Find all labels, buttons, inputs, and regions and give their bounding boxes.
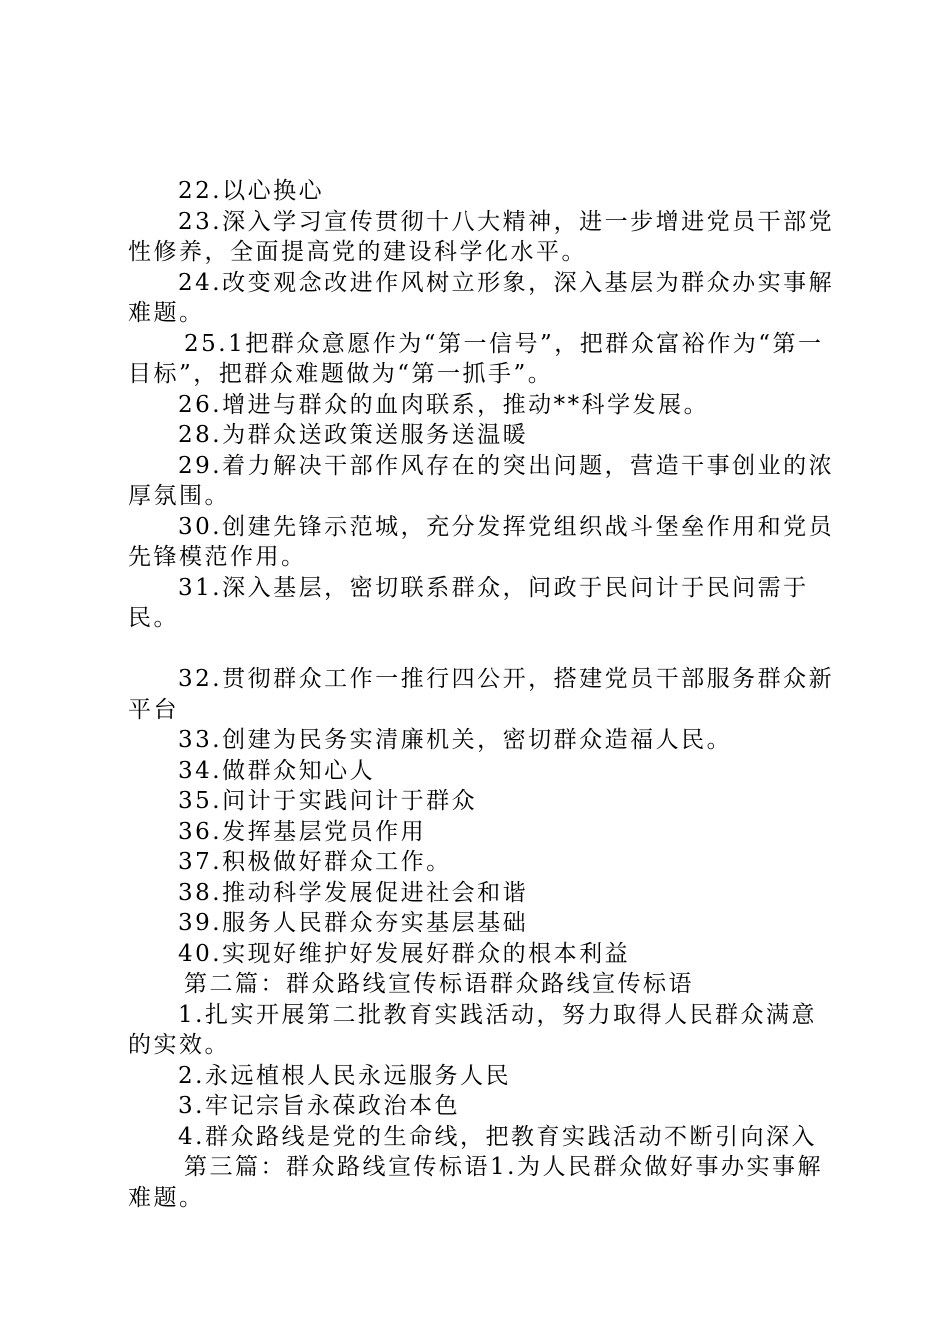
paragraph-23: 23.深入学习宣传贯彻十八大精神，进一步增进党员干部党性修养，全面提高党的建设科学化水平。 — [128, 208, 835, 265]
paragraph-29: 29.着力解决干部作风存在的突出问题，营造干事创业的浓厚氛围。 — [128, 452, 835, 509]
paragraph-32: 32.贯彻群众工作一推行四公开，搭建党员干部服务群众新平台 — [128, 666, 835, 723]
paragraph-s2-2: 2.永远植根人民永远服务人民 — [178, 1062, 511, 1089]
paragraph-39: 39.服务人民群众夯实基层基础 — [178, 910, 529, 936]
paragraph-26: 26.增进与群众的血肉联系，推动**科学发展。 — [178, 391, 710, 418]
paragraph-36: 36.发挥基层党员作用 — [178, 818, 427, 845]
paragraph-24: 24.改变观念改进作风树立形象，深入基层为群众办实事解难题。 — [128, 269, 835, 326]
paragraph-s2-1: 1.扎实开展第二批教育实践活动，努力取得人民群众满意的实效。 — [128, 1001, 817, 1058]
paragraph-s2-3: 3.牢记宗旨永葆政治本色 — [178, 1093, 460, 1119]
paragraph-30: 30.创建先锋示范城，充分发挥党组织战斗堡垒作用和党员先锋模范作用。 — [128, 513, 835, 570]
section-heading-2: 第二篇：群众路线宣传标语群众路线宣传标语 — [184, 971, 694, 997]
paragraph-25: 25.1把群众意愿作为“第一信号”，把群众富裕作为“第一目标”，把群众难题做为“第一抓手”。 — [128, 330, 824, 387]
paragraph-31: 31.深入基层，密切联系群众，问政于民问计于民问需于民。 — [128, 574, 809, 631]
document-body — [128, 176, 840, 1213]
paragraph-28: 28.为群众送政策送服务送温暖 — [178, 422, 529, 448]
section-heading-3: 第三篇：群众路线宣传标语1.为人民群众做好事办实事解难题。 — [128, 1154, 823, 1211]
paragraph-34: 34.做群众知心人 — [178, 757, 376, 784]
paragraph-40: 40.实现好维护好发展好群众的根本利益 — [178, 940, 631, 967]
paragraph-33: 33.创建为民务实清廉机关，密切群众造福人民。 — [178, 727, 733, 753]
paragraph-38: 38.推动科学发展促进社会和谐 — [178, 879, 529, 906]
blank-line — [128, 634, 840, 665]
paragraph-s2-4: 4.群众路线是党的生命线，把教育实践活动不断引向深入 — [178, 1123, 817, 1150]
paragraph-22: 22.以心换心 — [178, 178, 325, 204]
paragraph-35: 35.问计于实践问计于群众 — [178, 788, 478, 814]
paragraph-37: 37.积极做好群众工作。 — [178, 849, 452, 875]
